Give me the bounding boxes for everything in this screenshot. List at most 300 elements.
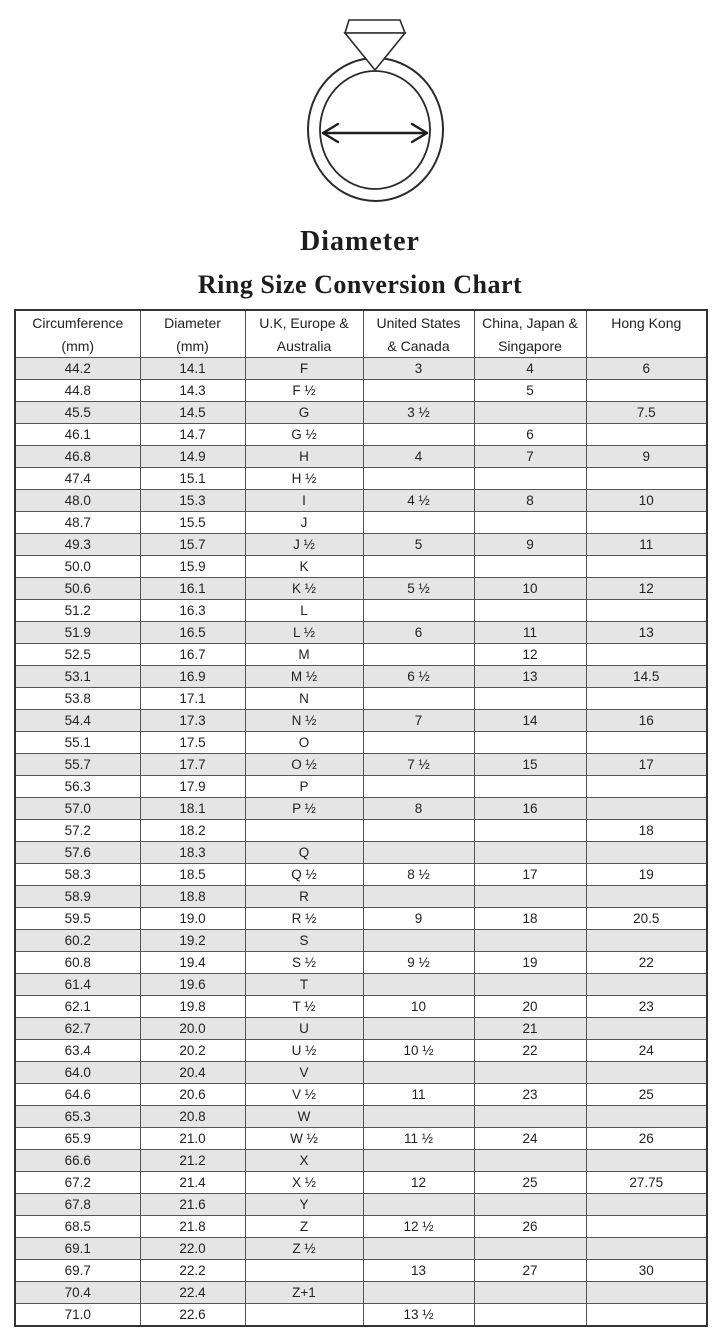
table-cell: R ½ <box>245 908 363 930</box>
table-cell: H ½ <box>245 468 363 490</box>
table-row <box>15 688 707 710</box>
table-cell <box>474 1194 586 1216</box>
table-row <box>15 446 707 468</box>
table-cell <box>586 380 707 402</box>
table-cell: 45.5 <box>15 402 140 424</box>
table-cell <box>586 1150 707 1172</box>
table-cell: P <box>245 776 363 798</box>
table-cell <box>586 688 707 710</box>
table-cell <box>474 512 586 534</box>
table-row <box>15 622 707 644</box>
table-cell <box>586 1216 707 1238</box>
table-cell: 71.0 <box>15 1304 140 1327</box>
table-cell: 17 <box>474 864 586 886</box>
column-header: U.K, Europe & Australia <box>245 310 363 358</box>
table-cell: H <box>245 446 363 468</box>
table-cell <box>363 1062 474 1084</box>
table-cell: Q <box>245 842 363 864</box>
table-cell: K ½ <box>245 578 363 600</box>
table-cell <box>245 1260 363 1282</box>
table-cell <box>474 468 586 490</box>
table-cell: 21.0 <box>140 1128 245 1150</box>
table-cell: 59.5 <box>15 908 140 930</box>
table-cell: 61.4 <box>15 974 140 996</box>
table-row <box>15 578 707 600</box>
table-cell: P ½ <box>245 798 363 820</box>
table-row <box>15 1282 707 1304</box>
table-cell: 57.0 <box>15 798 140 820</box>
table-cell: 56.3 <box>15 776 140 798</box>
table-cell <box>586 798 707 820</box>
table-cell: W <box>245 1106 363 1128</box>
table-cell: F <box>245 358 363 380</box>
table-cell: 18 <box>474 908 586 930</box>
table-cell: 15 <box>474 754 586 776</box>
table-cell <box>363 1106 474 1128</box>
table-cell: 65.3 <box>15 1106 140 1128</box>
table-cell: Z <box>245 1216 363 1238</box>
table-cell: 47.4 <box>15 468 140 490</box>
table-cell: 62.1 <box>15 996 140 1018</box>
table-cell: 11 ½ <box>363 1128 474 1150</box>
table-cell <box>474 1062 586 1084</box>
table-cell: 7 <box>474 446 586 468</box>
table-cell: 10 <box>363 996 474 1018</box>
table-cell: 62.7 <box>15 1018 140 1040</box>
table-cell: 17.3 <box>140 710 245 732</box>
table-cell: 67.2 <box>15 1172 140 1194</box>
table-cell: 60.2 <box>15 930 140 952</box>
table-cell <box>363 512 474 534</box>
table-cell: 16.5 <box>140 622 245 644</box>
table-cell: 12 <box>586 578 707 600</box>
table-cell: 10 <box>586 490 707 512</box>
table-row <box>15 512 707 534</box>
table-body <box>15 358 707 1327</box>
table-row <box>15 908 707 930</box>
table-cell: 13 <box>363 1260 474 1282</box>
table-cell: 6 ½ <box>363 666 474 688</box>
table-cell: 12 <box>363 1172 474 1194</box>
table-cell <box>363 1194 474 1216</box>
table-cell: 51.2 <box>15 600 140 622</box>
table-cell: 12 ½ <box>363 1216 474 1238</box>
table-cell: 9 <box>474 534 586 556</box>
table-cell <box>586 886 707 908</box>
column-header: Circumference (mm) <box>15 310 140 358</box>
table-cell: 6 <box>363 622 474 644</box>
table-cell: F ½ <box>245 380 363 402</box>
page-root <box>0 10 720 1329</box>
ring-diagram <box>305 10 445 205</box>
table-cell <box>586 556 707 578</box>
table-cell: Z ½ <box>245 1238 363 1260</box>
table-cell: 16 <box>474 798 586 820</box>
table-cell: V <box>245 1062 363 1084</box>
table-cell: 4 <box>363 446 474 468</box>
table-cell: X <box>245 1150 363 1172</box>
table-row <box>15 952 707 974</box>
table-cell: 16.9 <box>140 666 245 688</box>
table-row <box>15 1018 707 1040</box>
table-cell: 64.6 <box>15 1084 140 1106</box>
table-row <box>15 1304 707 1327</box>
table-row <box>15 886 707 908</box>
table-cell: 18.1 <box>140 798 245 820</box>
table-cell: 26 <box>586 1128 707 1150</box>
table-cell: 15.5 <box>140 512 245 534</box>
table-cell: 14.7 <box>140 424 245 446</box>
table-cell: 17.5 <box>140 732 245 754</box>
table-row <box>15 754 707 776</box>
table-cell: 11 <box>586 534 707 556</box>
table-cell <box>363 732 474 754</box>
table-cell <box>363 424 474 446</box>
table-cell: 19.6 <box>140 974 245 996</box>
table-cell: 17.9 <box>140 776 245 798</box>
table-cell: 13 <box>586 622 707 644</box>
table-cell: 14.5 <box>140 402 245 424</box>
table-cell: S <box>245 930 363 952</box>
table-cell: 67.8 <box>15 1194 140 1216</box>
table-cell: 22.6 <box>140 1304 245 1327</box>
table-cell <box>586 424 707 446</box>
table-row <box>15 666 707 688</box>
table-cell <box>363 644 474 666</box>
table-cell: 53.1 <box>15 666 140 688</box>
table-cell <box>363 600 474 622</box>
table-cell: 27 <box>474 1260 586 1282</box>
table-header-row <box>15 310 707 358</box>
table-cell: 60.8 <box>15 952 140 974</box>
table-cell: J <box>245 512 363 534</box>
table-cell: 53.8 <box>15 688 140 710</box>
table-cell <box>586 1062 707 1084</box>
table-row <box>15 490 707 512</box>
table-cell: 22.0 <box>140 1238 245 1260</box>
table-cell: 49.3 <box>15 534 140 556</box>
table-cell <box>586 644 707 666</box>
table-cell: 22 <box>474 1040 586 1062</box>
table-cell: 8 <box>363 798 474 820</box>
table-cell <box>586 1194 707 1216</box>
table-cell: L ½ <box>245 622 363 644</box>
column-header: China, Japan & Singapore <box>474 310 586 358</box>
table-cell: 19.8 <box>140 996 245 1018</box>
table-cell <box>363 380 474 402</box>
table-cell: 15.9 <box>140 556 245 578</box>
table-row <box>15 1260 707 1282</box>
table-cell <box>586 1018 707 1040</box>
table-cell: 16.3 <box>140 600 245 622</box>
table-cell: 14.3 <box>140 380 245 402</box>
table-cell: 16.7 <box>140 644 245 666</box>
table-row <box>15 1216 707 1238</box>
table-cell <box>474 974 586 996</box>
table-cell: 66.6 <box>15 1150 140 1172</box>
table-cell: 64.0 <box>15 1062 140 1084</box>
table-cell: R <box>245 886 363 908</box>
table-row <box>15 732 707 754</box>
table-cell <box>474 842 586 864</box>
table-cell: 46.1 <box>15 424 140 446</box>
table-row <box>15 644 707 666</box>
table-cell: 44.8 <box>15 380 140 402</box>
table-cell: 25 <box>586 1084 707 1106</box>
table-cell <box>474 1106 586 1128</box>
table-row <box>15 1106 707 1128</box>
table-cell: 22.2 <box>140 1260 245 1282</box>
diameter-arrow-icon <box>323 124 427 142</box>
ring-with-diamond-icon <box>305 10 445 205</box>
table-row <box>15 974 707 996</box>
table-cell: 19.4 <box>140 952 245 974</box>
table-cell: 16.1 <box>140 578 245 600</box>
table-cell: 20 <box>474 996 586 1018</box>
table-cell <box>474 1150 586 1172</box>
table-cell: 7.5 <box>586 402 707 424</box>
table-cell: T <box>245 974 363 996</box>
table-cell <box>474 1238 586 1260</box>
table-cell <box>363 1150 474 1172</box>
table-row <box>15 1084 707 1106</box>
table-cell <box>363 1238 474 1260</box>
table-row <box>15 1238 707 1260</box>
table-cell: 4 <box>474 358 586 380</box>
table-cell <box>586 974 707 996</box>
table-row <box>15 776 707 798</box>
table-cell <box>363 820 474 842</box>
table-cell: 19 <box>586 864 707 886</box>
diameter-label: Diameter <box>300 226 420 257</box>
table-cell <box>586 468 707 490</box>
table-cell: 21.2 <box>140 1150 245 1172</box>
table-cell: 3 <box>363 358 474 380</box>
table-cell: 18.5 <box>140 864 245 886</box>
table-cell <box>363 1018 474 1040</box>
table-row <box>15 710 707 732</box>
table-cell: Z+1 <box>245 1282 363 1304</box>
table-cell: N ½ <box>245 710 363 732</box>
table-cell: 6 <box>586 358 707 380</box>
table-cell <box>474 732 586 754</box>
table-cell: 11 <box>363 1084 474 1106</box>
column-header: Diameter (mm) <box>140 310 245 358</box>
table-cell <box>586 732 707 754</box>
table-row <box>15 600 707 622</box>
table-cell: 22 <box>586 952 707 974</box>
table-cell: 25 <box>474 1172 586 1194</box>
table-cell <box>586 1238 707 1260</box>
table-cell: 21.8 <box>140 1216 245 1238</box>
table-row <box>15 930 707 952</box>
table-cell: X ½ <box>245 1172 363 1194</box>
table-cell: 14.9 <box>140 446 245 468</box>
table-row <box>15 1150 707 1172</box>
table-cell: 9 ½ <box>363 952 474 974</box>
table-cell: 57.6 <box>15 842 140 864</box>
table-row <box>15 402 707 424</box>
table-cell: W ½ <box>245 1128 363 1150</box>
table-cell: 12 <box>474 644 586 666</box>
table-cell: 18.8 <box>140 886 245 908</box>
table-cell <box>586 1304 707 1327</box>
table-cell: 21.4 <box>140 1172 245 1194</box>
table-cell: 7 ½ <box>363 754 474 776</box>
table-cell: Q ½ <box>245 864 363 886</box>
table-cell: 22.4 <box>140 1282 245 1304</box>
table-cell <box>586 600 707 622</box>
table-cell: 9 <box>586 446 707 468</box>
table-cell: I <box>245 490 363 512</box>
table-cell <box>474 688 586 710</box>
table-cell <box>474 886 586 908</box>
table-cell: 14 <box>474 710 586 732</box>
table-cell <box>586 776 707 798</box>
table-row <box>15 1194 707 1216</box>
table-cell <box>363 974 474 996</box>
table-cell <box>474 1304 586 1327</box>
table-cell: 7 <box>363 710 474 732</box>
table-cell: 23 <box>474 1084 586 1106</box>
table-cell: 13 ½ <box>363 1304 474 1327</box>
table-cell: 16 <box>586 710 707 732</box>
table-cell <box>474 1282 586 1304</box>
table-cell: 17.1 <box>140 688 245 710</box>
table-cell: 27.75 <box>586 1172 707 1194</box>
table-cell: 9 <box>363 908 474 930</box>
table-row <box>15 864 707 886</box>
table-cell: 17.7 <box>140 754 245 776</box>
table-cell: 10 ½ <box>363 1040 474 1062</box>
table-row <box>15 1172 707 1194</box>
table-cell: 14.1 <box>140 358 245 380</box>
table-row <box>15 358 707 380</box>
table-cell: 3 ½ <box>363 402 474 424</box>
table-cell: 15.7 <box>140 534 245 556</box>
table-cell: 26 <box>474 1216 586 1238</box>
table-cell <box>363 688 474 710</box>
table-row <box>15 820 707 842</box>
table-cell: 68.5 <box>15 1216 140 1238</box>
table-cell: 24 <box>474 1128 586 1150</box>
table-cell: M <box>245 644 363 666</box>
table-cell: 50.0 <box>15 556 140 578</box>
table-cell: 11 <box>474 622 586 644</box>
table-cell: 19.0 <box>140 908 245 930</box>
table-cell: 20.4 <box>140 1062 245 1084</box>
table-cell: T ½ <box>245 996 363 1018</box>
table-cell: 20.2 <box>140 1040 245 1062</box>
table-cell: 15.1 <box>140 468 245 490</box>
table-cell: 48.0 <box>15 490 140 512</box>
table-cell: 20.5 <box>586 908 707 930</box>
table-cell: 6 <box>474 424 586 446</box>
table-row <box>15 1128 707 1150</box>
table-cell: 54.4 <box>15 710 140 732</box>
table-cell: 65.9 <box>15 1128 140 1150</box>
table-cell: V ½ <box>245 1084 363 1106</box>
table-cell: 58.3 <box>15 864 140 886</box>
table-cell: 18.2 <box>140 820 245 842</box>
table-cell <box>363 930 474 952</box>
table-cell: J ½ <box>245 534 363 556</box>
table-cell: 24 <box>586 1040 707 1062</box>
table-cell <box>474 776 586 798</box>
table-row <box>15 556 707 578</box>
table-cell: 69.7 <box>15 1260 140 1282</box>
table-cell <box>586 930 707 952</box>
table-row <box>15 996 707 1018</box>
table-row <box>15 1040 707 1062</box>
diamond-crown <box>345 20 405 33</box>
table-cell: 55.1 <box>15 732 140 754</box>
table-cell: G <box>245 402 363 424</box>
table-row <box>15 468 707 490</box>
table-cell <box>586 512 707 534</box>
table-cell: 10 <box>474 578 586 600</box>
table-cell <box>363 468 474 490</box>
table-cell: 55.7 <box>15 754 140 776</box>
table-cell: 51.9 <box>15 622 140 644</box>
table-row <box>15 380 707 402</box>
column-header: Hong Kong <box>586 310 707 358</box>
table-cell <box>245 1304 363 1327</box>
table-cell: 8 ½ <box>363 864 474 886</box>
table-cell: 21 <box>474 1018 586 1040</box>
table-row <box>15 424 707 446</box>
table-cell: 63.4 <box>15 1040 140 1062</box>
table-cell: 4 ½ <box>363 490 474 512</box>
table-cell <box>363 556 474 578</box>
table-cell: 18.3 <box>140 842 245 864</box>
table-cell: 57.2 <box>15 820 140 842</box>
table-cell: 19 <box>474 952 586 974</box>
ring-inner-band <box>320 71 430 189</box>
table-row <box>15 534 707 556</box>
table-cell: 20.6 <box>140 1084 245 1106</box>
column-header: United States & Canada <box>363 310 474 358</box>
table-cell: U <box>245 1018 363 1040</box>
table-cell <box>363 886 474 908</box>
table-cell <box>474 600 586 622</box>
table-row <box>15 842 707 864</box>
table-cell: 8 <box>474 490 586 512</box>
table-cell: L <box>245 600 363 622</box>
table-cell: 48.7 <box>15 512 140 534</box>
table-cell <box>363 842 474 864</box>
table-cell: S ½ <box>245 952 363 974</box>
table-cell <box>474 402 586 424</box>
table-cell: 18 <box>586 820 707 842</box>
table-cell: N <box>245 688 363 710</box>
table-row <box>15 1062 707 1084</box>
table-cell <box>586 1282 707 1304</box>
diamond-pavilion <box>345 33 405 70</box>
table-cell: 5 ½ <box>363 578 474 600</box>
table-cell: 44.2 <box>15 358 140 380</box>
table-cell: Y <box>245 1194 363 1216</box>
table-cell: 69.1 <box>15 1238 140 1260</box>
table-cell: U ½ <box>245 1040 363 1062</box>
table-cell <box>586 1106 707 1128</box>
table-cell <box>363 1282 474 1304</box>
table-cell: 23 <box>586 996 707 1018</box>
table-cell: 52.5 <box>15 644 140 666</box>
table-cell: O <box>245 732 363 754</box>
table-row <box>15 798 707 820</box>
ring-size-table <box>14 309 708 1327</box>
